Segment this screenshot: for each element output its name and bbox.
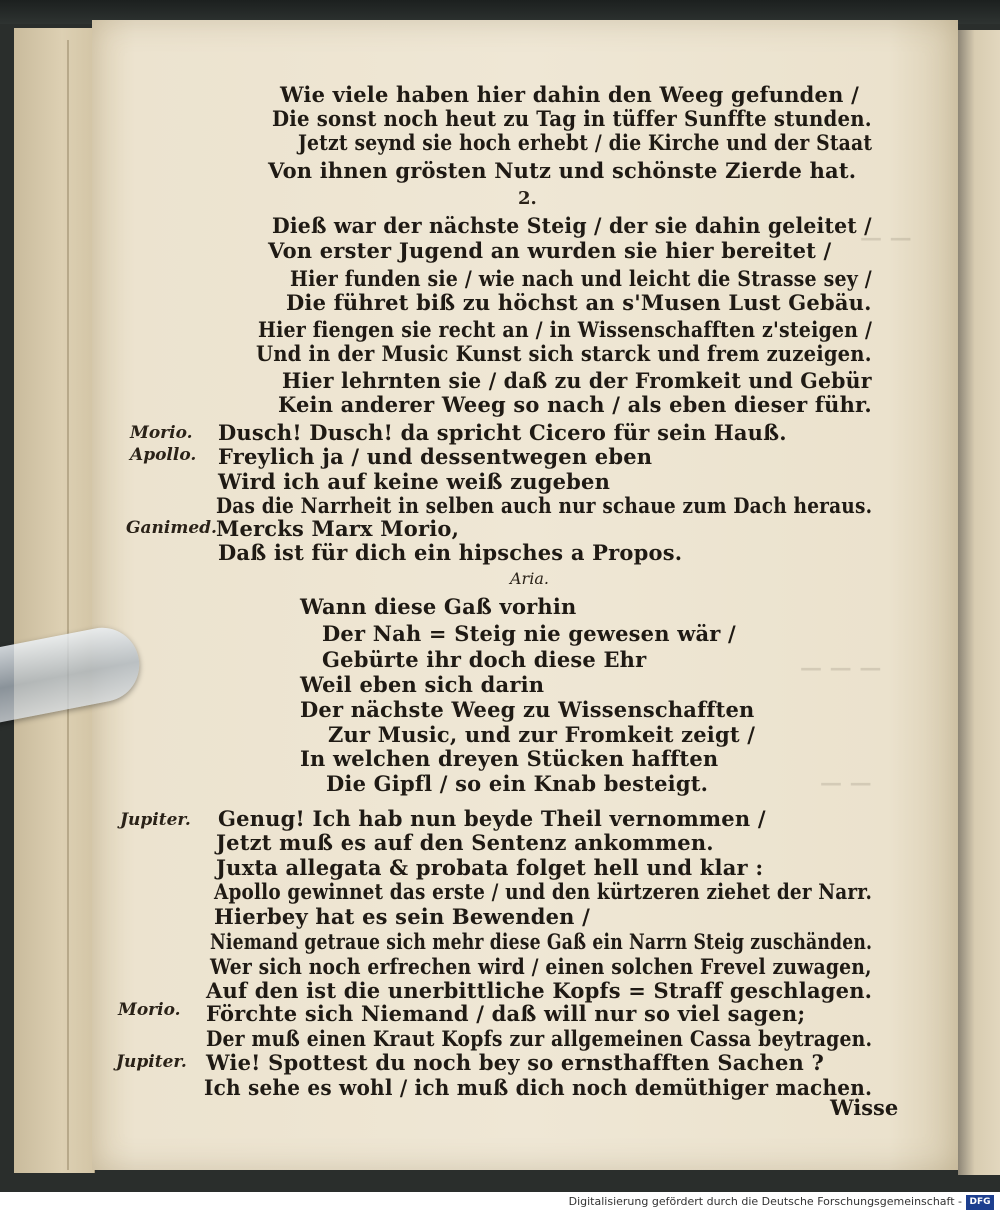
speaker-label: Ganimed. [126, 518, 217, 538]
footer-bar [0, 1192, 1000, 1213]
text-line: Mercks Marx Morio, [216, 516, 460, 541]
bleed-through-text: — — — [800, 655, 882, 681]
speaker-label: Jupiter. [120, 810, 191, 830]
text-line: Hier fiengen sie recht an / in Wissenschafften z'steigen / [258, 317, 873, 342]
text-line: Der nächste Weeg zu Wissenschafften [300, 697, 755, 722]
text-line: Ich sehe es wohl / ich muß dich noch demüthiger machen. [204, 1075, 873, 1100]
text-line: Auf den ist die unerbittliche Kopfs = Straff geschlagen. [206, 978, 873, 1003]
text-line: Von ihnen grösten Nutz und schönste Zierde hat. [268, 158, 857, 183]
text-line: Wie! Spottest du noch bey so ernsthafften Sachen ? [206, 1050, 825, 1075]
text-line: Wird ich auf keine weiß zugeben [218, 469, 611, 494]
speaker-label: Morio. [118, 1000, 181, 1020]
funding-notice: Digitalisierung gefördert durch die Deutsche Forschungsgemeinschaft - [568, 1195, 962, 1208]
text-line: Förchte sich Niemand / daß will nur so viel sagen; [206, 1001, 806, 1026]
text-line: Daß ist für dich ein hipsches a Propos. [218, 540, 683, 565]
text-line: Und in der Music Kunst sich starck und frem zuzeigen. [256, 341, 872, 366]
text-line: Niemand getraue sich mehr diese Gaß ein Narrn Steig zuschänden. [210, 929, 873, 954]
text-line: Das die Narrheit in selben auch nur schaue zum Dach heraus. [216, 493, 873, 518]
text-line: Freylich ja / und dessentwegen eben [218, 444, 653, 469]
text-line: Wie viele haben hier dahin den Weeg gefunden / [280, 82, 859, 107]
text-line: Von erster Jugend an wurden sie hier bereitet / [268, 238, 832, 263]
text-line: Der Nah = Steig nie gewesen wär / [322, 621, 736, 646]
text-line: In welchen dreyen Stücken hafften [300, 746, 719, 771]
text-line: Dusch! Dusch! da spricht Cicero für sein Hauß. [218, 420, 787, 445]
text-line: Wann diese Gaß vorhin [300, 594, 577, 619]
text-line: Jetzt seynd sie hoch erhebt / die Kirche und der Staat [298, 130, 873, 155]
speaker-label: Jupiter. [116, 1052, 187, 1072]
text-line: Kein anderer Weeg so nach / als eben dieser führ. [278, 392, 872, 417]
bleed-through-text: — — [860, 225, 912, 251]
text-line: Die sonst noch heut zu Tag in tüffer Sunffte stunden. [272, 106, 872, 131]
text-line: Juxta allegata & probata folget hell und klar : [216, 855, 764, 880]
aria-heading: Aria. [510, 569, 549, 588]
text-line: Der muß einen Kraut Kopfs zur allgemeinen Cassa beytragen. [206, 1026, 873, 1051]
text-line: Zur Music, und zur Fromkeit zeigt / [328, 722, 756, 747]
text-line: Hier funden sie / wie nach und leicht die Strasse sey / [290, 266, 872, 291]
bleed-through-text: — — [820, 770, 872, 796]
text-line: Die führet biß zu höchst an s'Musen Lust Gebäu. [286, 290, 872, 315]
text-line: Hierbey hat es sein Bewenden / [214, 904, 591, 929]
text-line: Gebürte ihr doch diese Ehr [322, 647, 647, 672]
text-line: Apollo gewinnet das erste / und den kürtzeren ziehet der Narr. [214, 879, 873, 904]
text-line: Weil eben sich darin [300, 672, 545, 697]
stanza-number: 2. [518, 188, 537, 209]
text-line: Hier lehrnten sie / daß zu der Fromkeit und Gebür [282, 368, 872, 393]
dfg-logo-icon: DFG [966, 1195, 994, 1210]
text-line: Die Gipfl / so ein Knab besteigt. [326, 771, 709, 796]
text-line: Jetzt muß es auf den Sentenz ankommen. [216, 830, 714, 855]
text-line: Dieß war der nächste Steig / der sie dahin geleitet / [272, 213, 872, 238]
speaker-label: Apollo. [130, 445, 197, 465]
speaker-label: Morio. [130, 423, 193, 443]
catchword: Wisse [830, 1095, 899, 1120]
text-line: Genug! Ich hab nun beyde Theil vernommen / [218, 806, 766, 831]
text-line: Wer sich noch erfrechen wird / einen solchen Frevel zuwagen, [210, 954, 872, 979]
